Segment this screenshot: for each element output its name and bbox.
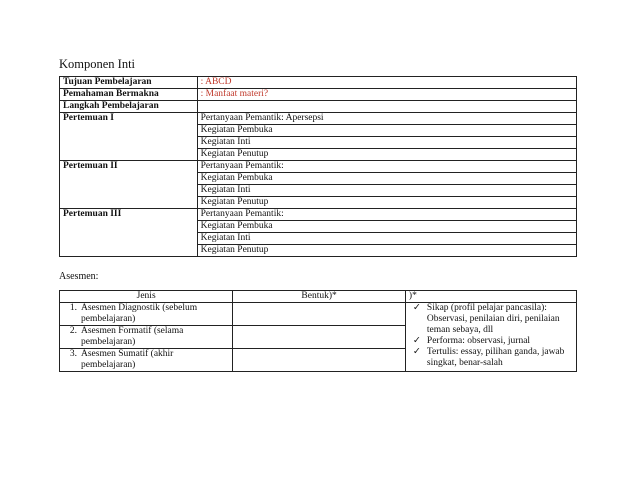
table-row (60, 101, 577, 113)
jenis-cell (60, 326, 233, 349)
table-row (60, 161, 577, 209)
meeting-item: Kegiatan Inti (198, 233, 576, 245)
checks-cell (405, 303, 576, 372)
meeting-item: Kegiatan Penutup (200, 197, 269, 207)
bentuk-cell (233, 326, 406, 349)
pemahaman-value: : Manfaat materi? (197, 89, 576, 101)
jenis-cell (60, 349, 233, 372)
meeting-item: Kegiatan Pembuka (198, 125, 576, 137)
table-row (60, 89, 577, 101)
check-icon: ✓ (412, 303, 421, 313)
meeting-1-label: Pertemuan I (60, 113, 198, 161)
bentuk-cell (233, 349, 406, 372)
check-text: Tertulis: essay, pilihan ganda, jawab singkat, benar-salah (426, 347, 565, 368)
item-text: Asesmen Sumatif (akhir pembelajaran) (81, 349, 174, 370)
meeting-item: Kegiatan Penutup (200, 149, 269, 159)
check-text: Performa: observasi, jurnal (426, 336, 531, 346)
meeting-1-items (197, 113, 576, 161)
meeting-3-label: Pertemuan III (60, 209, 198, 257)
meeting-item: Kegiatan Penutup (200, 245, 269, 255)
item-text: Asesmen Diagnostik (sebelum pembelajaran) (81, 303, 198, 324)
item-number: 3. (69, 349, 77, 359)
item-number: 2. (69, 326, 77, 336)
check-icon: ✓ (412, 347, 421, 357)
check-icon: ✓ (412, 336, 421, 346)
tujuan-label: Tujuan Pembelajaran (60, 77, 198, 89)
header-note: )* (405, 291, 576, 303)
table-row (60, 303, 577, 326)
pemahaman-label: Pemahaman Bermakna (60, 89, 198, 101)
komponen-inti-table (59, 76, 577, 257)
meeting-2-items (197, 161, 576, 209)
meeting-item: Kegiatan Inti (198, 137, 576, 149)
list-item (409, 336, 573, 347)
meeting-item: Pertanyaan Pemantik: Apersepsi (198, 113, 576, 125)
meeting-item: Kegiatan Inti (198, 185, 576, 197)
meeting-3-items (197, 209, 576, 257)
item-text: Asesmen Formatif (selama pembelajaran) (81, 326, 184, 347)
meeting-item: Kegiatan Pembuka (198, 173, 576, 185)
item-number: 1. (69, 303, 77, 313)
header-jenis: Jenis (60, 291, 233, 303)
list-item (409, 303, 573, 336)
check-text: Sikap (profil pelajar pancasila): Observasi, penilaian diri, penilaian teman sebaya, dll (426, 303, 560, 335)
page-title: Komponen Inti (59, 57, 136, 71)
jenis-cell (60, 303, 233, 326)
meeting-item: Pertanyaan Pemantik: (198, 161, 576, 173)
asesmen-label: Asesmen: (59, 271, 99, 282)
meeting-item: Kegiatan Pembuka (198, 221, 576, 233)
table-row (60, 209, 577, 257)
asesmen-table (59, 290, 577, 372)
meeting-2-label: Pertemuan II (60, 161, 198, 209)
meeting-item: Pertanyaan Pemantik: (198, 209, 576, 221)
tujuan-value: : ABCD (197, 77, 576, 89)
list-item (409, 347, 573, 369)
header-bentuk: Bentuk)* (233, 291, 406, 303)
bentuk-cell (233, 303, 406, 326)
langkah-value (197, 101, 576, 113)
table-row (60, 113, 577, 161)
table-row (60, 77, 577, 89)
table-header-row (60, 291, 577, 303)
langkah-label: Langkah Pembelajaran (60, 101, 198, 113)
